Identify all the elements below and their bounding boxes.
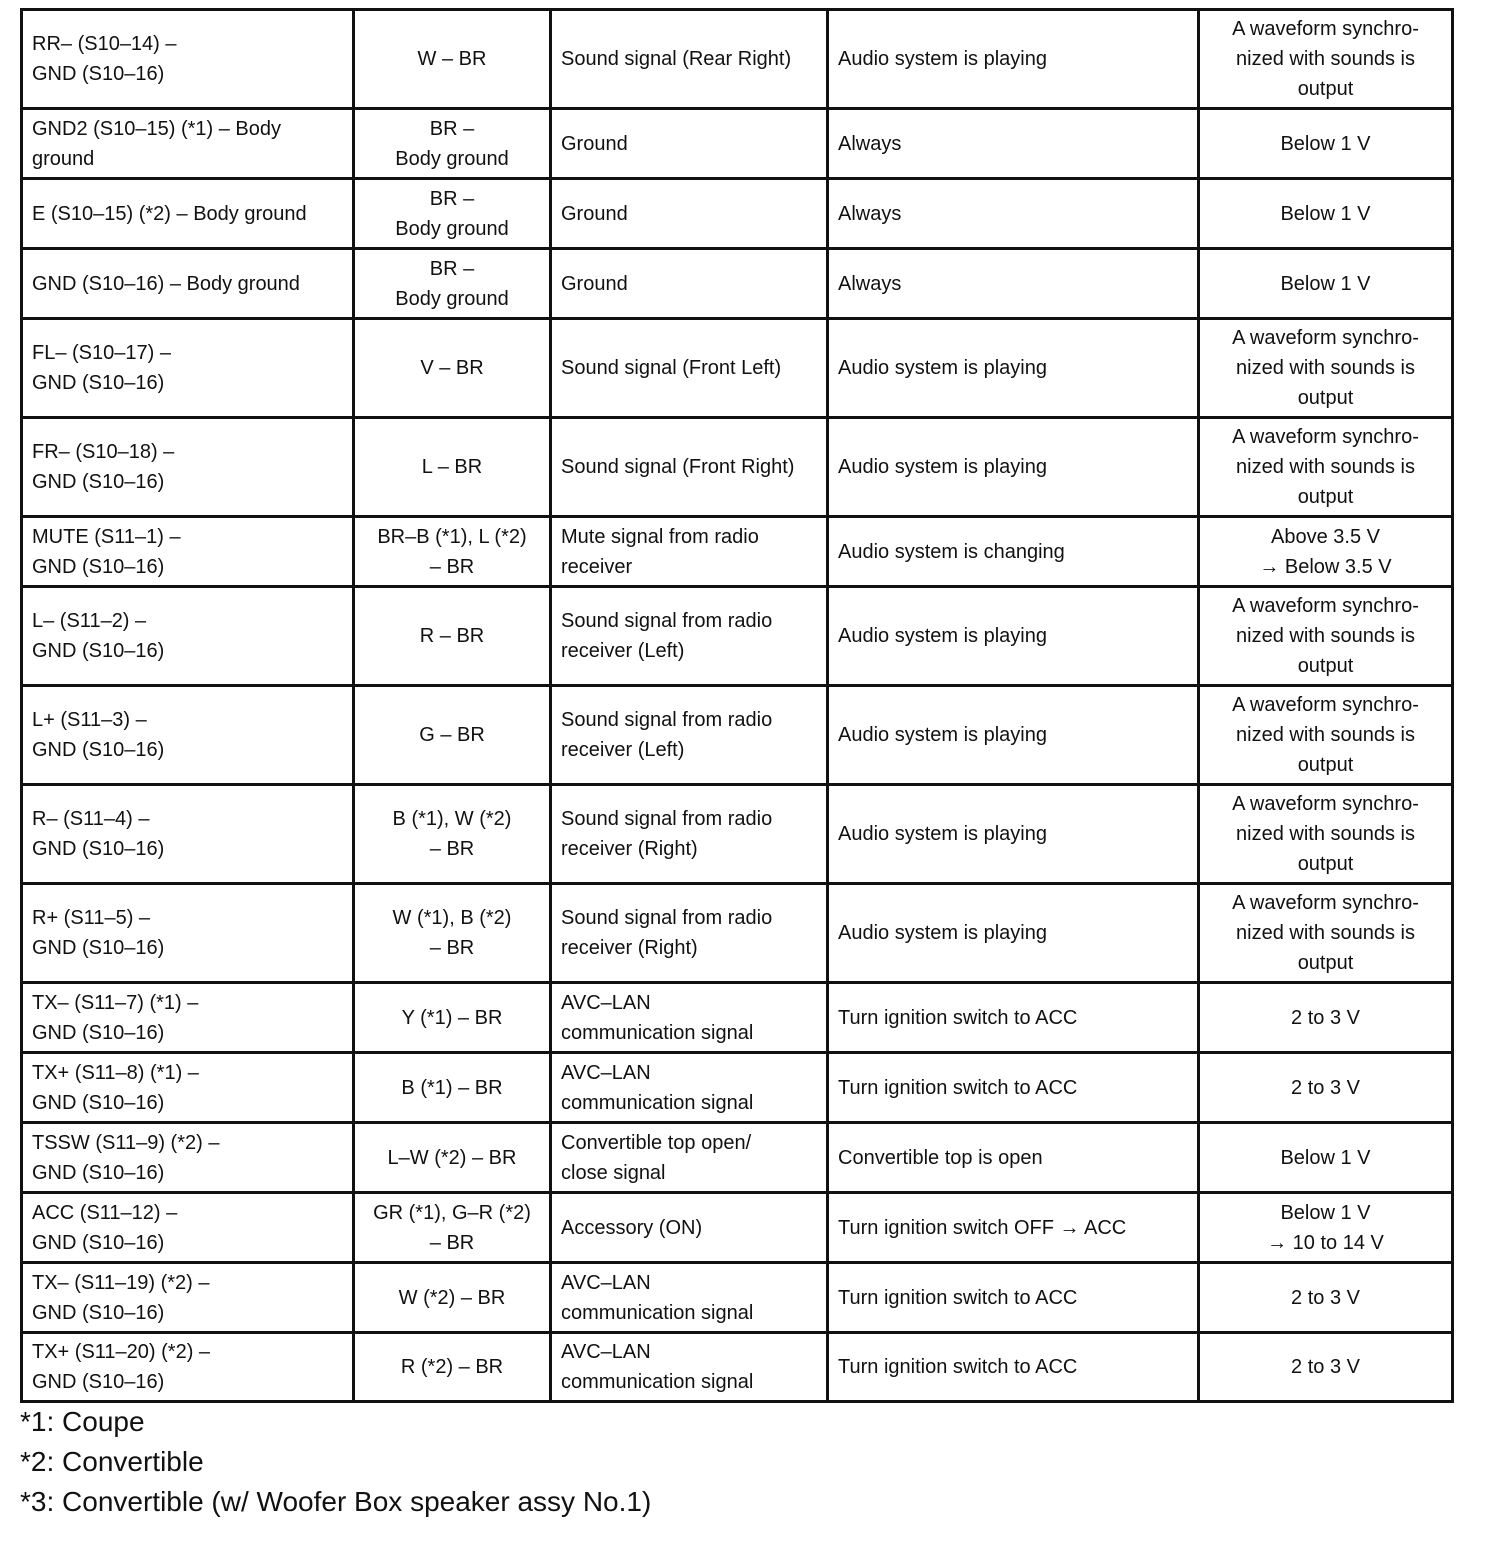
- cell-text-line: Sound signal (Rear Right): [561, 48, 792, 70]
- cell-text-line: Turn ignition switch to ACC: [838, 1006, 1078, 1029]
- cell-text-line: GND (S10–16): [32, 471, 165, 493]
- cell-text-line: output: [1297, 754, 1354, 776]
- cell-text-line: receiver (Left): [561, 640, 685, 662]
- condition-cell: [828, 319, 1199, 418]
- cell-text-line: Audio system is playing: [838, 48, 1047, 70]
- specified-condition-cell: [1199, 1053, 1453, 1123]
- cell-text-line: 2 to 3 V: [1291, 1076, 1360, 1099]
- cell-text-line: GND (S10–16): [32, 555, 165, 578]
- footnote-2: *2: Convertible: [20, 1446, 204, 1477]
- cell-text-line: Ground: [561, 272, 628, 295]
- cell-text-line: Ground: [561, 202, 628, 225]
- cell-text-line: Convertible top is open: [838, 1146, 1043, 1169]
- cell-text-line: GND (S10–16): [32, 1301, 165, 1324]
- wiring-color-cell: [354, 983, 551, 1053]
- cell-text-line: – BR: [429, 937, 475, 959]
- cell-text-line: close signal: [561, 1161, 666, 1184]
- cell-text-line: Turn ignition switch to ACC: [838, 1286, 1078, 1309]
- description-cell: [551, 109, 828, 179]
- table-row: [22, 1263, 1453, 1333]
- description-cell: [551, 1123, 828, 1193]
- specified-condition-cell: [1199, 785, 1453, 884]
- terminal-cell: [22, 249, 354, 319]
- condition-cell: [828, 1193, 1199, 1263]
- specified-condition-cell: [1199, 686, 1453, 785]
- table-row: [22, 319, 1453, 418]
- table-row: [22, 587, 1453, 686]
- condition-cell: [828, 1053, 1199, 1123]
- terminal-cell: [22, 1263, 354, 1333]
- terminal-cell: [22, 785, 354, 884]
- cell-text-line: A waveform synchro-: [1232, 793, 1419, 815]
- cell-text-line: TSSW (S11–9) (*2) –: [32, 1131, 220, 1154]
- cell-text-line: receiver (Left): [561, 739, 685, 761]
- description-cell: [551, 517, 828, 587]
- cell-text-line: Below 1 V: [1280, 132, 1371, 155]
- cell-text-line: R (*2) – BR: [400, 1356, 504, 1378]
- cell-text-line: Audio system is playing: [838, 823, 1047, 845]
- condition-cell: [828, 418, 1199, 517]
- description-cell: [551, 319, 828, 418]
- terminal-cell: [22, 686, 354, 785]
- cell-text-line: output: [1297, 387, 1354, 409]
- cell-text-line: L– (S11–2) –: [32, 610, 147, 632]
- table-row: [22, 109, 1453, 179]
- cell-text-line: Below 1 V: [1280, 1146, 1371, 1169]
- table-row: [22, 686, 1453, 785]
- cell-text-line: GND2 (S10–15) (*1) – Body: [32, 117, 282, 140]
- cell-text-line: GND (S10–16): [32, 1231, 165, 1254]
- description-cell: [551, 10, 828, 109]
- cell-text-line: nized with sounds is: [1236, 456, 1415, 478]
- cell-text-line: Sound signal from radio: [561, 709, 773, 731]
- footnote-1: *1: Coupe: [20, 1406, 145, 1437]
- cell-text-line: nized with sounds is: [1236, 823, 1415, 845]
- cell-text-line: receiver: [561, 555, 633, 578]
- cell-text-line: FL– (S10–17) –: [32, 342, 171, 364]
- cell-text-line: 2 to 3 V: [1291, 1006, 1360, 1029]
- cell-text-line: Always: [838, 272, 902, 295]
- description-cell: [551, 1333, 828, 1402]
- terminal-cell: [22, 319, 354, 418]
- table-row: [22, 785, 1453, 884]
- condition-cell: [828, 686, 1199, 785]
- cell-text-line: Audio system is playing: [838, 456, 1047, 478]
- cell-text-line: GND (S10–16): [32, 838, 165, 860]
- cell-text-line: L+ (S11–3) –: [32, 709, 147, 731]
- cell-text-line: Mute signal from radio: [561, 525, 759, 548]
- specified-condition-cell: [1199, 179, 1453, 249]
- wiring-color-cell: [354, 249, 551, 319]
- cell-text-line: Turn ignition switch OFF → ACC: [838, 1216, 1127, 1239]
- cell-text-line: receiver (Right): [561, 937, 698, 959]
- cell-text-line: Ground: [561, 132, 628, 155]
- cell-text-line: Y (*1) – BR: [401, 1006, 503, 1029]
- condition-cell: [828, 179, 1199, 249]
- table-row: [22, 418, 1453, 517]
- table-row: [22, 517, 1453, 587]
- cell-text-line: Turn ignition switch to ACC: [838, 1356, 1078, 1378]
- cell-text-line: G – BR: [419, 724, 485, 746]
- cell-text-line: Sound signal from radio: [561, 808, 773, 830]
- cell-text-line: TX+ (S11–8) (*1) –: [32, 1061, 199, 1084]
- cell-text-line: A waveform synchro-: [1232, 426, 1419, 448]
- cell-text-line: AVC–LAN: [561, 1271, 651, 1294]
- cell-text-line: GND (S10–16): [32, 372, 165, 394]
- cell-text-line: GR (*1), G–R (*2): [373, 1201, 531, 1224]
- terminal-cell: [22, 1053, 354, 1123]
- cell-text-line: nized with sounds is: [1236, 922, 1415, 944]
- condition-cell: [828, 983, 1199, 1053]
- table-row: [22, 1193, 1453, 1263]
- cell-text-line: Body ground: [395, 287, 509, 310]
- wiring-color-cell: [354, 517, 551, 587]
- cell-text-line: L–W (*2) – BR: [387, 1146, 517, 1169]
- description-cell: [551, 884, 828, 983]
- terminal-cell: [22, 109, 354, 179]
- table-row: [22, 1333, 1453, 1402]
- description-cell: [551, 1193, 828, 1263]
- condition-cell: [828, 517, 1199, 587]
- cell-text-line: W (*1), B (*2): [392, 907, 512, 929]
- specified-condition-cell: [1199, 249, 1453, 319]
- cell-text-line: GND (S10–16): [32, 937, 165, 959]
- description-cell: [551, 1263, 828, 1333]
- cell-text-line: R – BR: [419, 625, 485, 647]
- cell-text-line: Audio system is playing: [838, 625, 1047, 647]
- cell-text-line: BR –: [429, 117, 475, 140]
- terminal-cell: [22, 884, 354, 983]
- wiring-color-cell: [354, 1123, 551, 1193]
- terminal-cell: [22, 517, 354, 587]
- cell-text-line: communication signal: [561, 1301, 754, 1324]
- cell-text-line: Accessory (ON): [561, 1216, 703, 1239]
- cell-text-line: Always: [838, 132, 902, 155]
- cell-text-line: Sound signal (Front Right): [561, 456, 795, 478]
- cell-text-line: AVC–LAN: [561, 1341, 651, 1363]
- cell-text-line: GND (S10–16): [32, 739, 165, 761]
- wiring-color-cell: [354, 686, 551, 785]
- table-row: [22, 10, 1453, 109]
- terminal-cell: [22, 587, 354, 686]
- cell-text-line: communication signal: [561, 1091, 754, 1114]
- cell-text-line: Turn ignition switch to ACC: [838, 1076, 1078, 1099]
- cell-text-line: Convertible top open/: [561, 1131, 752, 1154]
- cell-text-line: Below 1 V: [1280, 1201, 1371, 1224]
- cell-text-line: BR –: [429, 257, 475, 280]
- description-cell: [551, 587, 828, 686]
- cell-text-line: B (*1) – BR: [401, 1076, 503, 1099]
- cell-text-line: TX– (S11–7) (*1) –: [32, 991, 199, 1014]
- cell-text-line: 2 to 3 V: [1291, 1286, 1360, 1309]
- cell-text-line: V – BR: [420, 357, 484, 379]
- cell-text-line: output: [1297, 853, 1354, 875]
- wiring-color-cell: [354, 587, 551, 686]
- condition-cell: [828, 587, 1199, 686]
- wiring-color-cell: [354, 1053, 551, 1123]
- cell-text-line: – BR: [429, 1231, 475, 1254]
- description-cell: [551, 1053, 828, 1123]
- specified-condition-cell: [1199, 587, 1453, 686]
- cell-text-line: nized with sounds is: [1236, 625, 1415, 647]
- cell-text-line: output: [1297, 78, 1354, 100]
- specified-condition-cell: [1199, 1193, 1453, 1263]
- cell-text-line: communication signal: [561, 1021, 754, 1044]
- cell-text-line: GND (S10–16): [32, 640, 165, 662]
- wiring-color-cell: [354, 10, 551, 109]
- table-row: [22, 884, 1453, 983]
- cell-text-line: GND (S10–16): [32, 63, 165, 85]
- terminal-cell: [22, 10, 354, 109]
- wiring-color-cell: [354, 109, 551, 179]
- description-cell: [551, 179, 828, 249]
- cell-text-line: Audio system is playing: [838, 922, 1047, 944]
- description-cell: [551, 983, 828, 1053]
- cell-text-line: TX+ (S11–20) (*2) –: [32, 1341, 211, 1363]
- condition-cell: [828, 10, 1199, 109]
- terminal-inspection-table: [20, 8, 1454, 1403]
- cell-text-line: A waveform synchro-: [1232, 18, 1419, 40]
- cell-text-line: receiver (Right): [561, 838, 698, 860]
- description-cell: [551, 418, 828, 517]
- cell-text-line: BR –: [429, 187, 475, 210]
- cell-text-line: Sound signal (Front Left): [561, 357, 782, 379]
- cell-text-line: Body ground: [395, 217, 509, 240]
- cell-text-line: output: [1297, 952, 1354, 974]
- description-cell: [551, 249, 828, 319]
- wiring-color-cell: [354, 884, 551, 983]
- table-row: [22, 249, 1453, 319]
- wiring-color-cell: [354, 319, 551, 418]
- specified-condition-cell: [1199, 1263, 1453, 1333]
- cell-text-line: 2 to 3 V: [1291, 1356, 1360, 1378]
- cell-text-line: GND (S10–16) – Body ground: [32, 272, 300, 295]
- cell-text-line: FR– (S10–18) –: [32, 441, 175, 463]
- table-row: [22, 1123, 1453, 1193]
- cell-text-line: L – BR: [421, 456, 483, 478]
- cell-text-line: – BR: [429, 838, 475, 860]
- cell-text-line: – BR: [429, 555, 475, 578]
- cell-text-line: GND (S10–16): [32, 1371, 165, 1393]
- description-cell: [551, 785, 828, 884]
- cell-text-line: A waveform synchro-: [1232, 694, 1419, 716]
- terminal-cell: [22, 1193, 354, 1263]
- condition-cell: [828, 1263, 1199, 1333]
- specified-condition-cell: [1199, 1333, 1453, 1402]
- specified-condition-cell: [1199, 517, 1453, 587]
- cell-text-line: W – BR: [417, 48, 487, 70]
- cell-text-line: E (S10–15) (*2) – Body ground: [32, 202, 307, 225]
- cell-text-line: Above 3.5 V: [1271, 525, 1380, 548]
- cell-text-line: R+ (S11–5) –: [32, 907, 151, 929]
- cell-text-line: Body ground: [395, 147, 509, 170]
- footnote-3: *3: Convertible (w/ Woofer Box speaker assy No.1): [20, 1486, 652, 1517]
- cell-text-line: A waveform synchro-: [1232, 327, 1419, 349]
- condition-cell: [828, 785, 1199, 884]
- terminal-cell: [22, 418, 354, 517]
- cell-text-line: Audio system is changing: [838, 540, 1065, 563]
- cell-text-line: Sound signal from radio: [561, 907, 773, 929]
- specified-condition-cell: [1199, 10, 1453, 109]
- specified-condition-cell: [1199, 109, 1453, 179]
- cell-text-line: AVC–LAN: [561, 1061, 651, 1084]
- cell-text-line: Below 1 V: [1280, 202, 1371, 225]
- cell-text-line: nized with sounds is: [1236, 357, 1415, 379]
- cell-text-line: B (*1), W (*2): [392, 808, 512, 830]
- cell-text-line: ground: [32, 147, 95, 170]
- wiring-color-cell: [354, 1263, 551, 1333]
- specified-condition-cell: [1199, 418, 1453, 517]
- table-row: [22, 1053, 1453, 1123]
- condition-cell: [828, 109, 1199, 179]
- cell-text-line: Audio system is playing: [838, 357, 1047, 379]
- wiring-color-cell: [354, 785, 551, 884]
- wiring-color-cell: [354, 418, 551, 517]
- terminal-cell: [22, 1123, 354, 1193]
- terminal-cell: [22, 179, 354, 249]
- wiring-color-cell: [354, 1333, 551, 1402]
- table-row: [22, 179, 1453, 249]
- cell-text-line: GND (S10–16): [32, 1161, 165, 1184]
- table-body: [22, 10, 1453, 1402]
- cell-text-line: GND (S10–16): [32, 1021, 165, 1044]
- cell-text-line: RR– (S10–14) –: [32, 33, 177, 55]
- cell-text-line: A waveform synchro-: [1232, 595, 1419, 617]
- cell-text-line: Below 1 V: [1280, 272, 1371, 295]
- wiring-color-cell: [354, 179, 551, 249]
- cell-text-line: Always: [838, 202, 902, 225]
- cell-text-line: MUTE (S11–1) –: [32, 525, 181, 548]
- cell-text-line: A waveform synchro-: [1232, 892, 1419, 914]
- cell-text-line: nized with sounds is: [1236, 724, 1415, 746]
- cell-text-line: → Below 3.5 V: [1259, 555, 1392, 578]
- description-cell: [551, 686, 828, 785]
- cell-text-line: TX– (S11–19) (*2) –: [32, 1271, 210, 1294]
- wiring-color-cell: [354, 1193, 551, 1263]
- condition-cell: [828, 249, 1199, 319]
- cell-text-line: R– (S11–4) –: [32, 808, 150, 830]
- cell-text-line: communication signal: [561, 1371, 754, 1393]
- cell-text-line: AVC–LAN: [561, 991, 651, 1014]
- terminal-cell: [22, 983, 354, 1053]
- cell-text-line: output: [1297, 655, 1354, 677]
- cell-text-line: Audio system is playing: [838, 724, 1047, 746]
- cell-text-line: W (*2) – BR: [398, 1286, 506, 1309]
- table-row: [22, 983, 1453, 1053]
- specified-condition-cell: [1199, 983, 1453, 1053]
- cell-text-line: → 10 to 14 V: [1267, 1231, 1384, 1254]
- footnotes: [20, 1402, 651, 1522]
- cell-text-line: output: [1297, 486, 1354, 508]
- condition-cell: [828, 1123, 1199, 1193]
- cell-text-line: ACC (S11–12) –: [32, 1201, 178, 1224]
- specified-condition-cell: [1199, 1123, 1453, 1193]
- condition-cell: [828, 884, 1199, 983]
- cell-text-line: nized with sounds is: [1236, 48, 1415, 70]
- cell-text-line: BR–B (*1), L (*2): [377, 525, 527, 548]
- cell-text-line: Sound signal from radio: [561, 610, 773, 632]
- cell-text-line: GND (S10–16): [32, 1091, 165, 1114]
- terminal-cell: [22, 1333, 354, 1402]
- specified-condition-cell: [1199, 319, 1453, 418]
- specified-condition-cell: [1199, 884, 1453, 983]
- condition-cell: [828, 1333, 1199, 1402]
